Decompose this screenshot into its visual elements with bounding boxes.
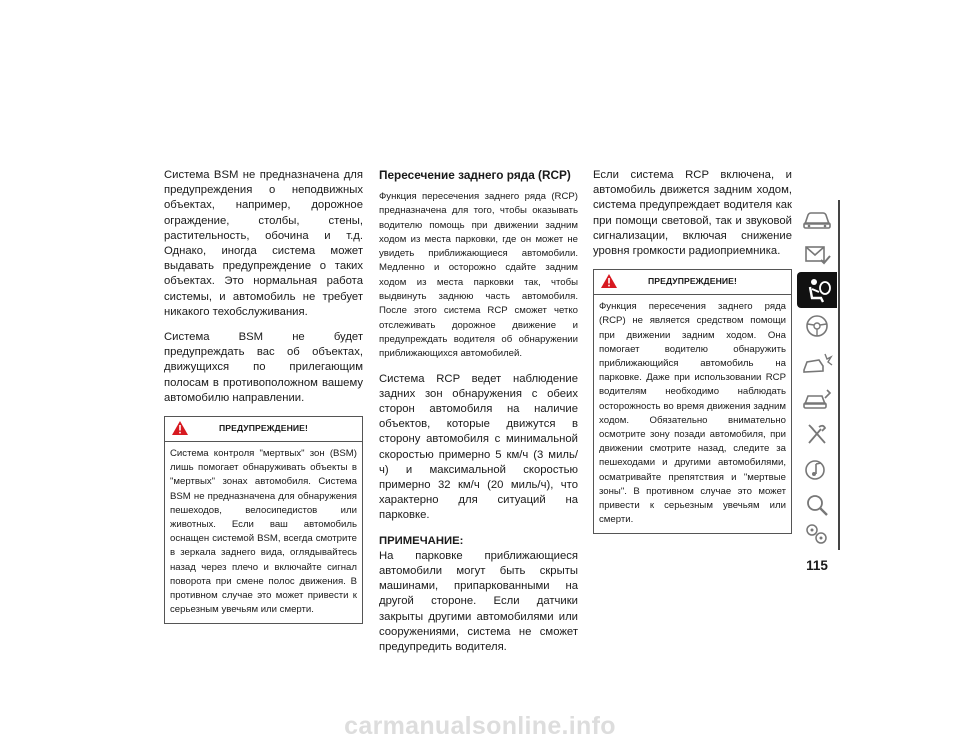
warning-box bbox=[593, 269, 792, 534]
warning-title: ПРЕДУПРЕЖДЕНИЕ! bbox=[648, 276, 737, 287]
tab-airbag-seat[interactable] bbox=[797, 272, 837, 308]
paragraph: Система BSM не предназначена для предупреждения о неподвижных объектах, например, дорожное ограждение, столбы, стены, растительность, обочина и т.д. Однако, иногда система может выдавать предупреждение о таких объектах. Это нормальная работа системы, и автомобиль не требует никакого техобслуживания. bbox=[164, 169, 363, 318]
tab-gears-language[interactable] bbox=[797, 516, 837, 552]
warning-text: Система контроля "мертвых" зон (BSM) лишь помогает обнаруживать объекты в "мертвых" зонах автомобиля. Система BSM не предназначена для обнаружения пешеходов, велосипедистов или животных. Если ваш автомобиль оснащен системой BSM, всегда смотрите в зеркала заднего вида, оглядывайтесь назад через плечо и включайте сигнал поворота при смене полос движения. В противном случае это может привести к серьезным увечьям или смерти. bbox=[170, 448, 357, 616]
sidebar-rail bbox=[838, 200, 840, 550]
gears-language-icon bbox=[797, 516, 837, 552]
mail-check-icon bbox=[797, 236, 837, 272]
tab-music-note[interactable] bbox=[797, 452, 837, 488]
warning-box bbox=[164, 416, 363, 624]
tab-steering-wheel[interactable] bbox=[797, 308, 837, 344]
wrench-tools-icon bbox=[797, 416, 837, 452]
watermark: carmanualsonline.info bbox=[344, 712, 616, 740]
paragraph: Если система RCP включена, и автомобиль движется задним ходом, система предупреждает водителя как при помощи световой, так и звуковой сигнализации, включая снижение уровня громкости радиоприемника. bbox=[593, 169, 792, 258]
tab-wrench-tools[interactable] bbox=[797, 416, 837, 452]
text-column-1 bbox=[164, 168, 363, 632]
car-front-icon bbox=[797, 200, 837, 236]
tab-mail-check[interactable] bbox=[797, 236, 837, 272]
warning-header bbox=[594, 270, 791, 295]
paragraph: Функция пересечения заднего ряда (RCP) предназначена для того, чтобы оказывать водителю помощь при движении задним ходом из места парковки, где он может не увидеть приближающиеся автомобили. Медленно и осторожно сдайте задним ходом из места парковки так, чтобы выдвинуть заднюю часть автомобиля. После этого система RCP сможет четко отслеживать дорожное движение и предупреждать водителя об обнаружении приближающихся автомобилей. bbox=[379, 191, 578, 360]
tab-car-crash[interactable] bbox=[797, 344, 837, 380]
text-column-2 bbox=[379, 168, 578, 665]
warning-title: ПРЕДУПРЕЖДЕНИЕ! bbox=[219, 423, 308, 434]
paragraph: Система RCP ведет наблюдение задних зон обнаружения с обеих сторон автомобиля на наличие объектов, которые движутся в сторону автомобиля с минимальной скоростью примерно 5 км/ч (3 миль/ч) и максимальной скоростью примерно 32 км/ч (20 миль/ч), что характерно для ситуаций на парковке. bbox=[379, 372, 578, 522]
tab-car-front[interactable] bbox=[797, 200, 837, 236]
paragraph: Система BSM не будет предупреждать вас об объектах, движущихся по прилегающим полосам в противоположном вашему автомобилю направлении. bbox=[164, 331, 363, 404]
car-service-icon bbox=[797, 380, 837, 416]
note-text: На парковке приближающиеся автомобили могут быть скрыты машинами, припаркованными на другой стороне. Если датчики закрыты другими автомобилями или сооружениями, система не сможет предупредить водителя. bbox=[379, 549, 578, 654]
section-heading: Пересечение заднего ряда (RCP) bbox=[379, 168, 571, 182]
warning-header bbox=[165, 417, 362, 442]
page-number: 115 bbox=[806, 558, 828, 573]
car-crash-icon bbox=[797, 344, 837, 380]
music-note-icon bbox=[797, 452, 837, 488]
note-title: ПРИМЕЧАНИЕ: bbox=[379, 534, 464, 547]
warning-text: Функция пересечения заднего ряда (RCP) не является средством помощи при движении задним ходом. Она помогает водителю обнаружить приближающийся автомобиль на парковке. Даже при использовании RCP водителям необходимо наблюдать осторожность во время движения задним ходом. Обязательно внимательно осмотрите зону позади автомобиля, при движении смотрите назад, следите за пешеходами и другими автомобилями, осматривайте препятствия и "мертвые зоны". В противном случае это может привести к серьезным увечьям или смерти. bbox=[599, 301, 786, 526]
text-column-3 bbox=[593, 168, 792, 542]
airbag-seat-icon bbox=[797, 272, 837, 308]
tab-car-service[interactable] bbox=[797, 380, 837, 416]
steering-wheel-icon bbox=[797, 308, 837, 344]
